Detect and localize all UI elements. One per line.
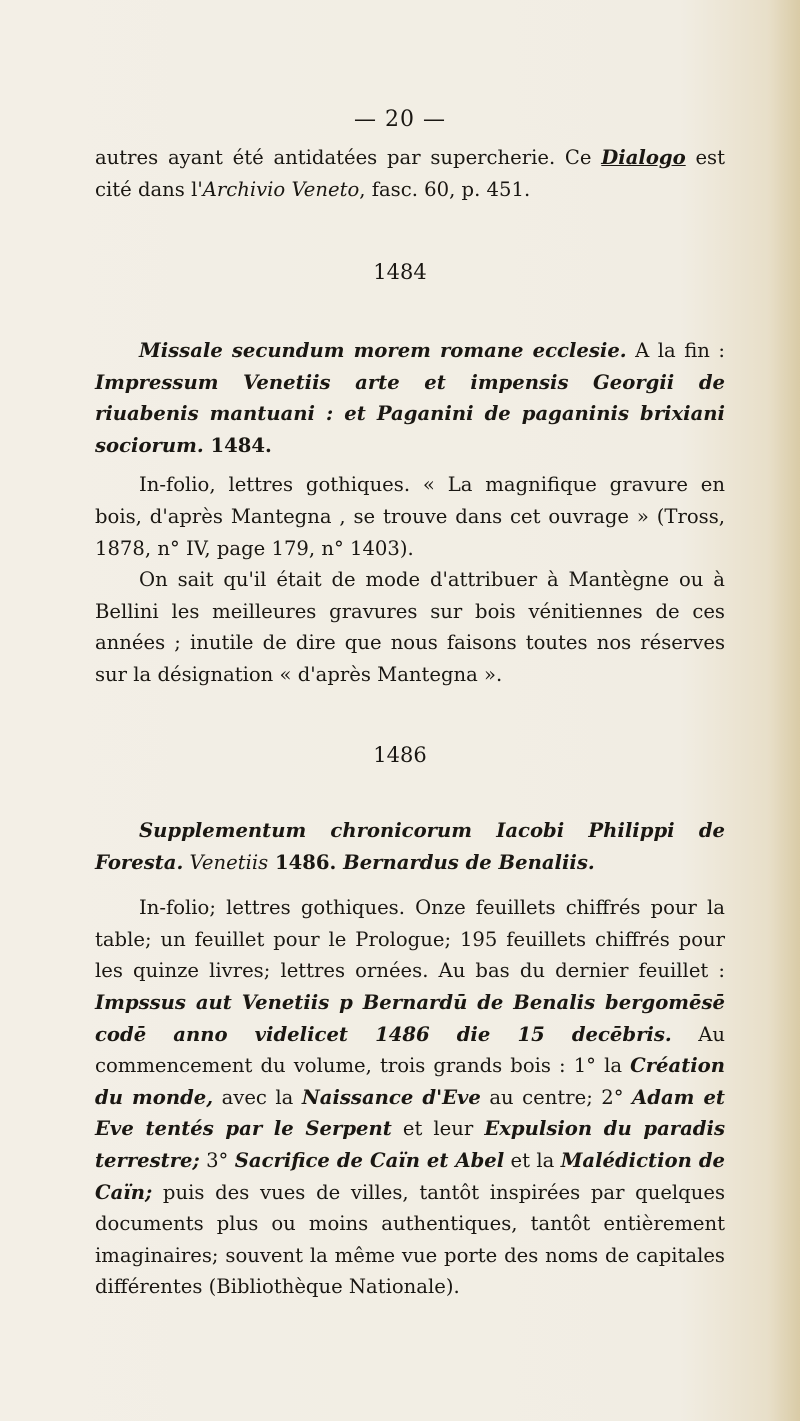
desc-c: Au commencement du volume, trois grands bois : 1° la [95, 1022, 725, 1078]
intro-paragraph [95, 142, 725, 205]
book-title: Missale secundum morem romane ecclesie. [139, 339, 627, 362]
entry-1486-desc [95, 892, 725, 1303]
desc-d: avec la [213, 1085, 302, 1109]
entry-1486 [95, 815, 725, 1303]
intro-text: autres ayant été antidatées par supercherie. Ce [95, 146, 602, 169]
intro-text-3: , fasc. 60, p. 451. [359, 177, 531, 201]
naissance-title: Naissance d'Eve [301, 1085, 481, 1109]
desc-e: au centre; 2° [480, 1085, 633, 1109]
entry-1484-title [95, 335, 725, 461]
entry-year-1486: 1486 [373, 743, 427, 767]
colophon: Impssus aut Venetiis p Bernardū de Benalis bergomēsē codē anno videlicet 1486 die 15 decēbris. [95, 990, 725, 1046]
intro-text-2: est cité dans l' [95, 146, 725, 201]
desc-g: 3° [199, 1148, 235, 1172]
adam-title: Adam et Eve tentés par le Serpent [95, 1085, 725, 1141]
author: Bernardus de Benaliis. [343, 850, 595, 874]
entry-1484-note: On sait qu'il était de mode d'attribuer à Mantègne ou à Bellini les meilleures gravures sur bois vénitiennes de ces années ; inutile de dire que nous faisons toutes nos réserves sur la désignation « d'après Mantegna ». [95, 568, 725, 686]
creation-title: Création du monde, [95, 1054, 725, 1109]
imprint-year: 1484. [203, 433, 272, 457]
archivio-title: Archivio Veneto [202, 177, 360, 201]
desc-f: et leur [391, 1117, 485, 1141]
entry-year-1484: 1484 [373, 260, 427, 284]
imprint: Impressum Venetiis arte et impensis Georgii de riuabenis mantuani : et Paganini de paganinis brixiani sociorum. [95, 370, 725, 457]
book-title-2: Supplementum chronicorum Iacobi Philippi de Foresta. [95, 819, 725, 874]
desc-i: puis des vues de villes, tantôt inspirées par quelques documents plus ou moins authentiques, tantôt entièrement imaginaires; souvent la même vue porte des noms de capitales différentes (Bibliothèque Nationale). [95, 1180, 725, 1299]
malediction-title: Malédiction de Caïn; [95, 1148, 725, 1204]
entry-1484 [95, 335, 725, 691]
desc-a: In-folio; lettres gothiques. Onze feuillets chiffrés pour la table; un feuillet pour le Prologue; 195 feuillets chiffrés pour les quinze livres; lettres ornées. Au bas du dernier feuillet : [95, 896, 725, 983]
venetiis: Venetiis [189, 850, 269, 874]
title-tail: A la fin : [626, 339, 725, 362]
dialogo-title: Dialogo [601, 146, 686, 169]
title-year: 1486. [268, 850, 344, 874]
desc-h: et la [504, 1148, 561, 1172]
expulsion-title: Expulsion du paradis terrestre; [95, 1117, 725, 1172]
sacrifice-title: Sacrifice de Caïn et Abel [234, 1148, 505, 1172]
entry-1484-desc: In-folio, lettres gothiques. « La magnifique gravure en bois, d'après Mantegna , se trouve dans cet ouvrage » (Tross, 1878, n° IV, page 179, n° 1403). [95, 473, 725, 560]
page-number: — 20 — [354, 107, 446, 132]
entry-1486-title [95, 815, 725, 878]
